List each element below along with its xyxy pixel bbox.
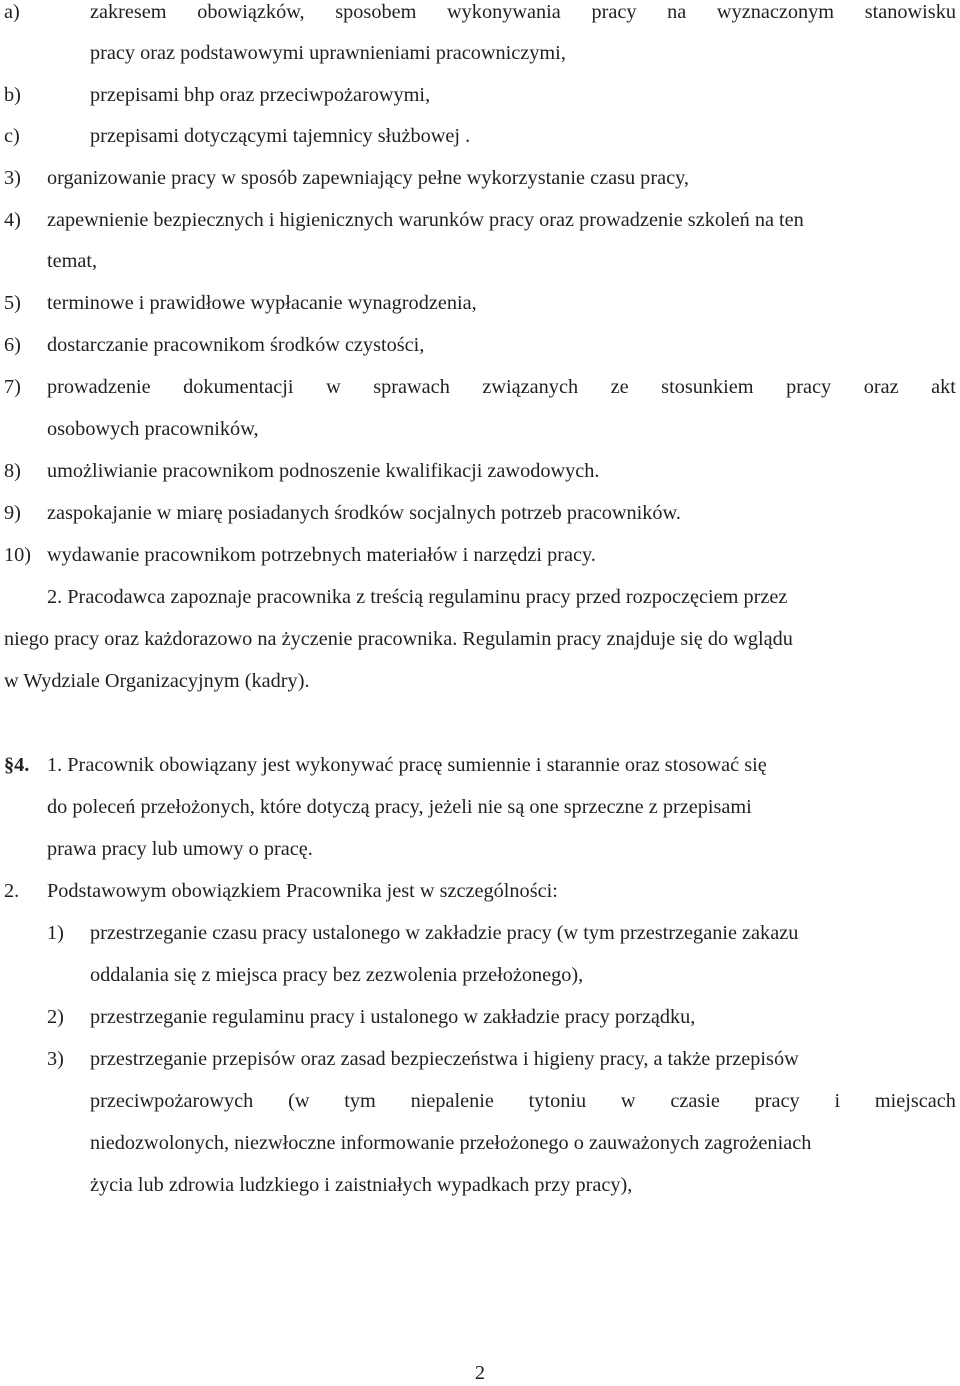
text-line: zaspokajanie w miarę posiadanych środków socjalnych potrzeb pracowników.	[47, 502, 681, 524]
list-marker: a)	[4, 1, 20, 23]
word: niepalenie	[410, 1090, 494, 1112]
text-line: osobowych pracowników,	[47, 418, 259, 440]
text-line	[47, 374, 956, 400]
paragraph-line: do poleceń przełożonych, które dotyczą pracy, jeżeli nie są one sprzeczne z przepisami	[47, 796, 752, 818]
paragraph-line: niego pracy oraz każdorazowo na życzenie pracownika. Regulamin pracy znajduje się do wglądu	[4, 628, 793, 650]
list-marker: 7)	[4, 376, 21, 398]
word: związanych	[482, 376, 579, 398]
text-line: dostarczanie pracownikom środków czystości,	[47, 334, 425, 356]
word: stosunkiem	[661, 376, 754, 398]
paragraph-line: prawa pracy lub umowy o pracę.	[47, 838, 313, 860]
word: sposobem	[335, 1, 417, 23]
section-heading	[4, 752, 29, 778]
word: i	[834, 1090, 841, 1112]
list-marker: 9)	[4, 502, 21, 524]
list-marker: 4)	[4, 209, 21, 231]
word: sprawach	[373, 376, 450, 398]
text-line: przepisami bhp oraz przeciwpożarowymi,	[90, 84, 431, 106]
text-line: zapewnienie bezpiecznych i higienicznych warunków pracy oraz prowadzenie szkoleń na ten	[47, 209, 804, 231]
text-line: życia lub zdrowia ludzkiego i zaistniałych wypadkach przy pracy),	[90, 1174, 633, 1196]
text-line: organizowanie pracy w sposób zapewniający pełne wykorzystanie czasu pracy,	[47, 167, 689, 189]
list-marker: 3)	[47, 1048, 64, 1070]
paragraph-line: w Wydziale Organizacyjnym (kadry).	[4, 670, 310, 692]
section-number: 4.	[14, 754, 30, 776]
word: ze	[610, 376, 629, 398]
word: w	[620, 1090, 636, 1112]
word: na	[667, 1, 687, 23]
word: czasie	[670, 1090, 720, 1112]
paragraph-line: Podstawowym obowiązkiem Pracownika jest w szczególności:	[47, 880, 558, 902]
list-marker: 8)	[4, 460, 21, 482]
text-line: przestrzeganie regulaminu pracy i ustalonego w zakładzie pracy porządku,	[90, 1006, 696, 1028]
list-marker: 2.	[4, 880, 20, 902]
word: oraz	[863, 376, 899, 398]
word: stanowisku	[864, 1, 956, 23]
word: tym	[344, 1090, 376, 1112]
page-number: 2	[474, 1362, 486, 1384]
list-marker: 6)	[4, 334, 21, 356]
list-marker: c)	[4, 125, 20, 147]
text-line: pracy oraz podstawowymi uprawnieniami pracowniczymi,	[90, 42, 566, 64]
text-line: przestrzeganie czasu pracy ustalonego w zakładzie pracy (w tym przestrzeganie zakazu	[90, 922, 799, 944]
word: w	[326, 376, 341, 398]
text-line: temat,	[47, 250, 98, 272]
paragraph-line: 1. Pracownik obowiązany jest wykonywać pracę sumiennie i starannie oraz stosować się	[47, 754, 767, 776]
word: pracy	[591, 1, 637, 23]
list-marker: 5)	[4, 292, 21, 314]
word: miejscach	[874, 1090, 956, 1112]
word: dokumentacji	[183, 376, 294, 398]
word: tytoniu	[528, 1090, 587, 1112]
word: (w	[288, 1090, 310, 1112]
list-marker: 10)	[4, 544, 32, 566]
list-marker: b)	[4, 84, 21, 106]
section-sign: §	[4, 754, 15, 776]
word: pracy	[786, 376, 832, 398]
text-line: oddalania się z miejsca pracy bez zezwolenia przełożonego),	[90, 964, 584, 986]
paragraph-line: 2. Pracodawca zapoznaje pracownika z treścią regulaminu pracy przed rozpoczęciem przez	[47, 586, 788, 608]
text-line: niedozwolonych, niezwłoczne informowanie przełożonego o zauważonych zagrożeniach	[90, 1132, 812, 1154]
text-line	[90, 0, 956, 25]
text-line: wydawanie pracownikom potrzebnych materiałów i narzędzi pracy.	[47, 544, 596, 566]
text-line: przestrzeganie przepisów oraz zasad bezpieczeństwa i higieny pracy, a także przepisów	[90, 1048, 799, 1070]
word: pracy	[754, 1090, 800, 1112]
word: zakresem	[90, 1, 167, 23]
text-line: przepisami dotyczącymi tajemnicy służbowej .	[90, 125, 471, 147]
list-marker: 2)	[47, 1006, 64, 1028]
word: wykonywania	[447, 1, 561, 23]
text-line	[90, 1088, 956, 1114]
word: przeciwpożarowych	[90, 1090, 254, 1112]
word: obowiązków,	[197, 1, 305, 23]
text-line: umożliwianie pracownikom podnoszenie kwalifikacji zawodowych.	[47, 460, 600, 482]
word: akt	[931, 376, 956, 398]
list-marker: 1)	[47, 922, 64, 944]
word: wyznaczonym	[716, 1, 835, 23]
text-line: terminowe i prawidłowe wypłacanie wynagrodzenia,	[47, 292, 477, 314]
list-marker: 3)	[4, 167, 21, 189]
word: prowadzenie	[47, 376, 151, 398]
